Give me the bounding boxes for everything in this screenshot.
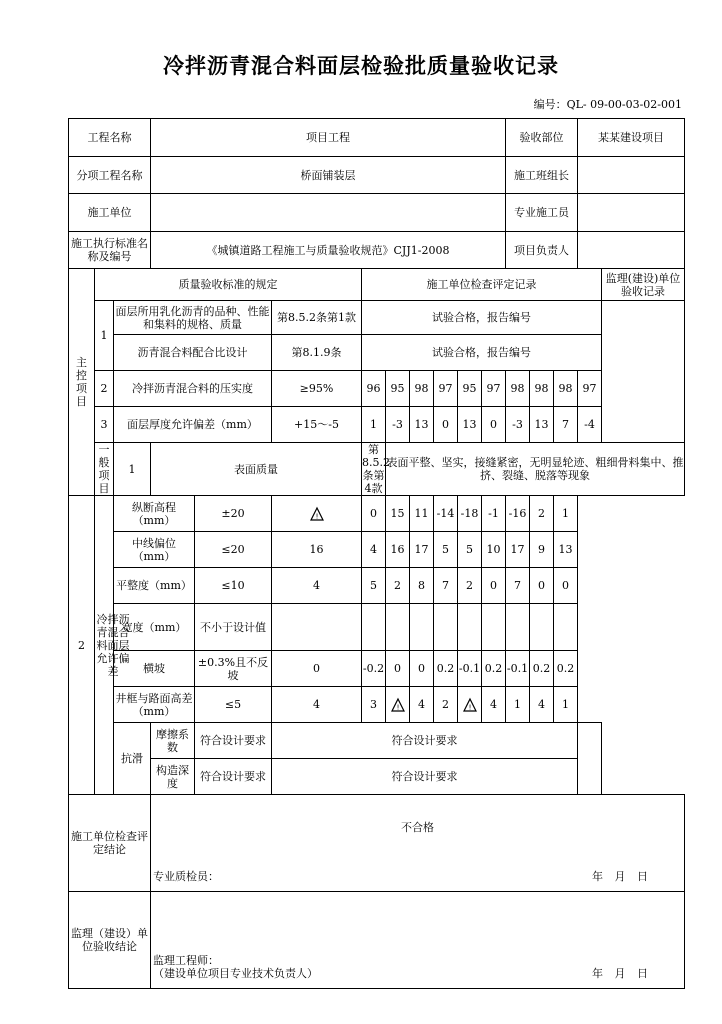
measure-value: -18	[458, 496, 482, 532]
measure-value: 13	[554, 532, 578, 568]
accept-part-label: 验收部位	[506, 119, 578, 157]
measure-value: 97	[434, 371, 458, 407]
main-item1b-result: 试验合格，报告编号	[362, 335, 602, 371]
standard-value: 《城镇道路工程施工与质量验收规范》CJJ1-2008	[151, 232, 506, 269]
general-item1-clause: 第8.5.2条第4款	[362, 443, 390, 495]
main-item2-name: 冷拌沥青混合料的压实度	[114, 371, 272, 407]
deviation-item-name: 中线偏位（mm）	[114, 532, 195, 568]
measure-value: 9	[530, 532, 554, 568]
pro-worker-label: 专业施工员	[506, 194, 578, 232]
measure-value: 8	[410, 568, 434, 604]
deviation-item-req: ±0.3%且不反坡	[195, 651, 272, 687]
deviation-item-name: 横坡	[114, 651, 195, 687]
skid-supervisor-record	[578, 723, 602, 795]
team-leader-value	[578, 157, 685, 194]
deviation-item-name: 宽度（mm）	[114, 604, 195, 651]
standard-section-header: 质量验收标准的规定	[95, 269, 362, 301]
page-title: 冷拌沥青混合料面层检验批质量验收记录	[163, 54, 559, 78]
accept-part-value: 某某建设项目	[578, 119, 685, 157]
measure-value: 7	[506, 568, 530, 604]
standard-label: 施工执行标准名称及编号	[69, 232, 151, 269]
skid-item-result: 符合设计要求	[272, 759, 578, 795]
measure-value: 4	[362, 532, 386, 568]
measure-value: 16	[272, 532, 362, 568]
check-record-header: 施工单位检查评定记录	[362, 269, 602, 301]
measure-value: -0.1	[458, 651, 482, 687]
measure-value: -0.1	[506, 651, 530, 687]
constructor-date: 年 月 日	[592, 870, 648, 883]
measure-value	[362, 604, 386, 651]
main-item3-name: 面层厚度允许偏差（mm）	[114, 407, 272, 443]
measure-value: 5	[458, 532, 482, 568]
measure-value: 15	[386, 496, 410, 532]
deviation-item-name: 井框与路面高差（mm）	[114, 687, 195, 723]
main-control-label: 主控项目	[69, 269, 95, 496]
measure-value: 98	[530, 371, 554, 407]
measure-value: 4	[272, 687, 362, 723]
measure-value: 13	[458, 407, 482, 443]
general-item1-name: 表面质量	[151, 443, 362, 496]
warning-icon	[310, 507, 324, 521]
deviation-item-name: 平整度（mm）	[114, 568, 195, 604]
measure-value	[434, 604, 458, 651]
svg-text:!: !	[315, 512, 318, 520]
document-code: 编号：QL- 09-00-03-02-001	[533, 98, 682, 111]
deviation-item-req: ±20	[195, 496, 272, 532]
measure-value: -3	[386, 407, 410, 443]
measure-value	[458, 687, 482, 723]
measure-value	[506, 604, 530, 651]
constructor-conclusion-label: 施工单位检查评定结论	[69, 795, 151, 892]
main-item1a-clause: 第8.5.2条第1款	[272, 301, 362, 335]
quality-inspector-sign: 专业质检员：	[153, 870, 219, 883]
constructor-result: 不合格	[401, 821, 434, 834]
measure-value: 1	[554, 687, 578, 723]
deviation-item-req: 不小于设计值	[195, 604, 272, 651]
measure-value: -16	[506, 496, 530, 532]
measure-value: 0	[482, 568, 506, 604]
measure-value: 0	[530, 568, 554, 604]
measure-value: 0	[554, 568, 578, 604]
measure-value: 97	[578, 371, 602, 407]
main-item3-req: +15～-5	[272, 407, 362, 443]
manager-value	[578, 232, 685, 269]
constructor-value	[151, 194, 506, 232]
measure-value: 0	[482, 407, 506, 443]
measure-value: 16	[386, 532, 410, 568]
deviation-item-req: ≤10	[195, 568, 272, 604]
measure-value: 0	[362, 496, 386, 532]
main-supervisor-record	[602, 301, 685, 443]
deviation-item-req: ≤5	[195, 687, 272, 723]
measure-value: 2	[434, 687, 458, 723]
measure-value: -3	[506, 407, 530, 443]
measure-value	[554, 604, 578, 651]
measure-value: 98	[506, 371, 530, 407]
measure-value: 0.2	[434, 651, 458, 687]
main-item2-req: ≥95%	[272, 371, 362, 407]
project-name-label: 工程名称	[69, 119, 151, 157]
measure-value: 2	[458, 568, 482, 604]
supervisor-header: 监理(建设)单位验收记录	[602, 269, 685, 301]
measure-value	[482, 604, 506, 651]
skid-label: 抗滑	[114, 723, 151, 795]
measure-value: -1	[482, 496, 506, 532]
measure-value: 2	[530, 496, 554, 532]
measure-value	[272, 496, 362, 532]
measure-value: 2	[386, 568, 410, 604]
measure-value: 5	[362, 568, 386, 604]
main-item1a-name: 面层所用乳化沥青的品种、性能和集料的规格、质量	[114, 301, 272, 335]
measure-value: 4	[482, 687, 506, 723]
measure-value: 0	[434, 407, 458, 443]
measure-value: 7	[434, 568, 458, 604]
skid-item-result: 符合设计要求	[272, 723, 578, 759]
measure-value: 1	[554, 496, 578, 532]
measure-value: 0.2	[530, 651, 554, 687]
measure-value: -4	[578, 407, 602, 443]
skid-item-name: 摩擦系数	[151, 723, 195, 759]
measure-value: 95	[386, 371, 410, 407]
measure-value: 7	[554, 407, 578, 443]
measure-value: 97	[482, 371, 506, 407]
measure-value: 95	[458, 371, 482, 407]
measure-value: 0	[386, 651, 410, 687]
measure-value: 1	[362, 407, 386, 443]
measure-value: 17	[506, 532, 530, 568]
supervisor-conclusion	[151, 892, 685, 989]
measure-value: 10	[482, 532, 506, 568]
sub-project-value: 桥面铺装层	[151, 157, 506, 194]
measure-value: 0.2	[482, 651, 506, 687]
supervisor-sign: 监理工程师： （建设单位项目专业技术负责人）	[153, 954, 318, 980]
measure-value: 98	[410, 371, 434, 407]
measure-value	[458, 604, 482, 651]
measure-value	[530, 604, 554, 651]
inspection-form	[68, 118, 685, 989]
general-item1-no: 1	[114, 443, 151, 496]
constructor-label: 施工单位	[69, 194, 151, 232]
general-item2-no: 2	[69, 496, 95, 795]
measure-value: 0.2	[554, 651, 578, 687]
main-item3-no: 3	[95, 407, 114, 443]
skid-item-req: 符合设计要求	[195, 723, 272, 759]
skid-item-name: 构造深度	[151, 759, 195, 795]
manager-label: 项目负责人	[506, 232, 578, 269]
measure-value: 0	[272, 651, 362, 687]
measure-value: 4	[410, 687, 434, 723]
measure-value: 17	[410, 532, 434, 568]
deviation-item-name: 纵断高程（mm）	[114, 496, 195, 532]
main-item1a-result: 试验合格，报告编号	[362, 301, 602, 335]
constructor-conclusion	[151, 795, 685, 892]
measure-value	[410, 604, 434, 651]
sub-project-label: 分项工程名称	[69, 157, 151, 194]
general-item2-group: 冷拌沥青混合料面层允许偏差	[95, 496, 114, 795]
measure-value: 13	[410, 407, 434, 443]
deviation-item-req: ≤20	[195, 532, 272, 568]
team-leader-label: 施工班组长	[506, 157, 578, 194]
supervisor-conclusion-label: 监理（建设）单位验收结论	[69, 892, 151, 989]
general-item1-result: 表面平整、坚实，接缝紧密，无明显轮迹、粗细骨料集中、推挤、裂缝、脱落等现象	[386, 443, 685, 496]
measure-value: 4	[530, 687, 554, 723]
measure-value: -14	[434, 496, 458, 532]
pro-worker-value	[578, 194, 685, 232]
measure-value: -0.2	[362, 651, 386, 687]
measure-value	[386, 604, 410, 651]
measure-value: 3	[362, 687, 386, 723]
measure-value	[272, 604, 362, 651]
measure-value: 4	[272, 568, 362, 604]
warning-icon	[391, 698, 405, 712]
measure-value: 11	[410, 496, 434, 532]
main-item1-no: 1	[95, 301, 114, 371]
skid-item-req: 符合设计要求	[195, 759, 272, 795]
general-label: 一般项目	[95, 443, 114, 496]
main-item1b-clause: 第8.1.9条	[272, 335, 362, 371]
project-name-value: 项目工程	[151, 119, 506, 157]
warning-icon	[463, 698, 477, 712]
svg-text:!: !	[468, 703, 471, 711]
supervisor-date: 年 月 日	[592, 967, 648, 980]
measure-value: 13	[530, 407, 554, 443]
measure-value: 5	[434, 532, 458, 568]
measure-value: 1	[506, 687, 530, 723]
measure-value: 0	[410, 651, 434, 687]
main-item2-no: 2	[95, 371, 114, 407]
measure-value: 96	[362, 371, 386, 407]
svg-text:!: !	[396, 703, 399, 711]
main-item1b-name: 沥青混合料配合比设计	[114, 335, 272, 371]
measure-value	[386, 687, 410, 723]
measure-value: 98	[554, 371, 578, 407]
